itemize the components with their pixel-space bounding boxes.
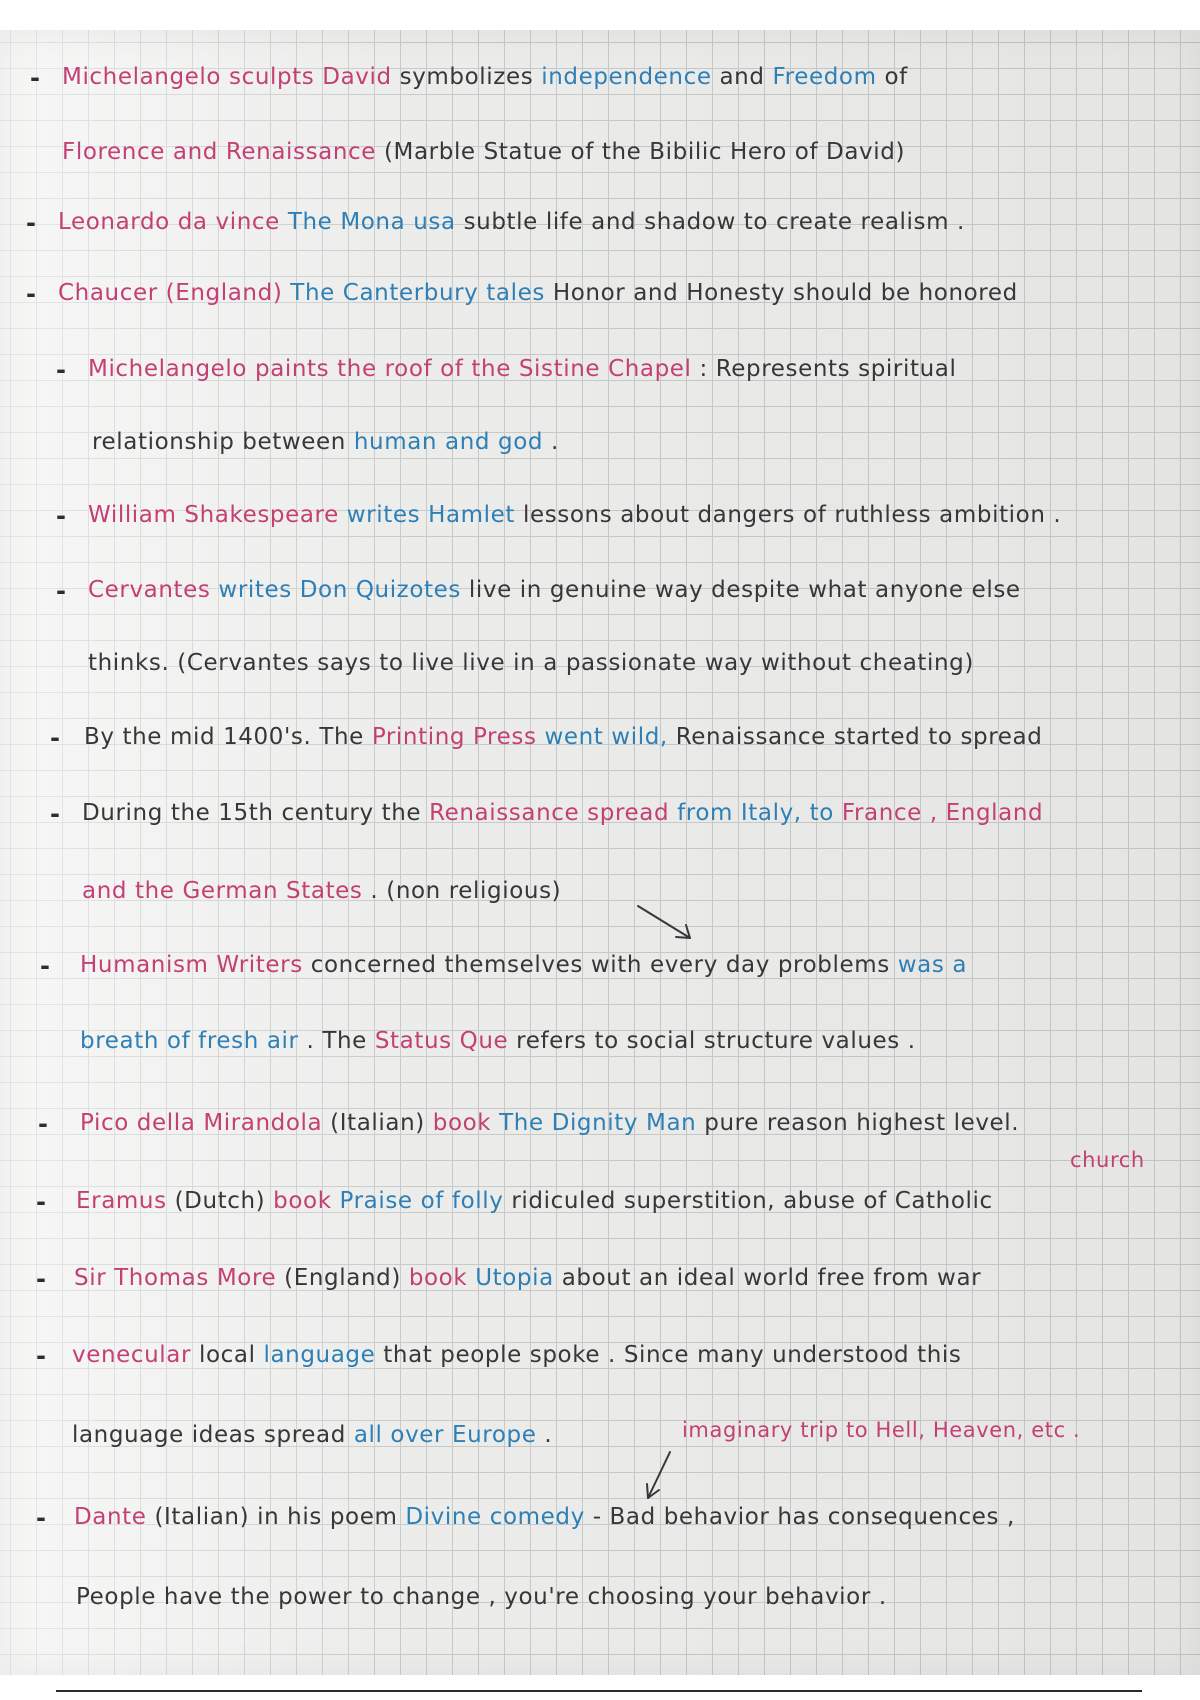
note-text: Cervantes — [88, 577, 211, 603]
note-text: Freedom — [772, 64, 877, 90]
note-text: ridiculed superstition, abuse of Catholic — [503, 1188, 993, 1214]
note-text: book — [273, 1188, 332, 1214]
note-text: and the German States — [82, 878, 363, 904]
note-line — [88, 500, 1061, 530]
note-text: (Italian) in his poem — [146, 1504, 406, 1530]
note-text: Renaissance started to spread — [667, 724, 1043, 750]
note-text: Pico della Mirandola — [80, 1110, 323, 1136]
note-line — [84, 722, 1042, 752]
note-line — [80, 1108, 1019, 1138]
note-text: France , England — [841, 800, 1044, 826]
note-text: The Canterbury tales — [282, 280, 545, 306]
note-text: By the mid 1400's. The — [84, 724, 372, 750]
note-text: . (non religious) — [362, 878, 562, 904]
note-line — [80, 1026, 916, 1056]
note-text: was a — [897, 952, 968, 978]
note-text: Michelangelo paints the roof of the Sistine Chapel — [88, 356, 692, 382]
note-text: Eramus — [76, 1188, 167, 1214]
note-text: Renaissance spread — [429, 800, 670, 826]
bullet-dash: - — [56, 577, 66, 605]
note-text: : Represents spiritual — [691, 356, 957, 382]
note-text: independence — [541, 64, 712, 90]
note-text: Honor and Honesty should be honored — [544, 280, 1018, 306]
note-line — [88, 648, 974, 678]
note-text: venecular — [72, 1342, 192, 1368]
note-text: breath of fresh air — [80, 1028, 299, 1054]
note-line — [80, 950, 967, 980]
bullet-dash: - — [36, 1188, 46, 1216]
note-text: from Italy, to — [669, 800, 842, 826]
annotation-imaginary-trip: imaginary trip to Hell, Heaven, etc . — [682, 1418, 1081, 1442]
bullet-dash: - — [36, 1504, 46, 1532]
note-text: all over Europe — [353, 1422, 537, 1448]
note-line — [88, 354, 956, 384]
note-text: writes Don Quizotes — [210, 577, 461, 603]
bullet-dash: - — [50, 724, 60, 752]
bullet-dash: - — [30, 64, 40, 92]
note-text: writes Hamlet — [338, 502, 516, 528]
note-text: that people spoke . Since many understood this — [375, 1342, 962, 1368]
note-line — [92, 427, 559, 457]
note-text: Printing Press — [371, 724, 537, 750]
note-text: human and god — [353, 429, 544, 455]
note-text: pure reason highest level. — [696, 1110, 1020, 1136]
note-line — [88, 575, 1021, 605]
note-text: William Shakespeare — [88, 502, 339, 528]
note-text: Michelangelo sculpts David — [62, 64, 392, 90]
note-text: went wild, — [536, 724, 668, 750]
note-text: and — [711, 64, 773, 90]
note-text: . The — [298, 1028, 375, 1054]
bottom-rule — [56, 1690, 1142, 1692]
arrow-icon — [638, 1448, 678, 1508]
note-text: Status Que — [374, 1028, 509, 1054]
note-text: Divine comedy — [405, 1504, 585, 1530]
note-line — [62, 137, 905, 167]
note-line — [58, 207, 965, 237]
note-text: (Italian) — [322, 1110, 433, 1136]
note-text: Utopia — [467, 1265, 554, 1291]
note-text: concerned themselves with every day problems — [302, 952, 898, 978]
note-text: book — [408, 1265, 468, 1291]
note-text: language — [263, 1342, 376, 1368]
note-text: thinks. (Cervantes says to live live in a passionate way without cheating) — [88, 650, 974, 676]
bullet-dash: - — [36, 1342, 46, 1370]
bullet-dash: - — [26, 209, 36, 237]
note-text: (Dutch) — [166, 1188, 274, 1214]
arrow-icon — [632, 900, 702, 950]
note-line — [76, 1582, 887, 1612]
note-text: language ideas spread — [72, 1422, 354, 1448]
note-text: Leonardo da vince — [58, 209, 280, 235]
bullet-dash: - — [40, 952, 50, 980]
note-text: local — [191, 1342, 264, 1368]
bullet-dash: - — [56, 502, 66, 530]
note-line — [82, 876, 561, 906]
note-line — [58, 278, 1018, 308]
note-text: (Marble Statue of the Bibilic Hero of David) — [376, 139, 906, 165]
note-text: refers to social structure values . — [508, 1028, 916, 1054]
note-text: . — [536, 1422, 553, 1448]
note-text: - Bad behavior has consequences , — [584, 1504, 1015, 1530]
note-text: of — [876, 64, 908, 90]
note-text: Chaucer (England) — [58, 280, 283, 306]
note-text: subtle life and shadow to create realism . — [455, 209, 965, 235]
note-line — [72, 1420, 552, 1450]
note-text: The Mona usa — [279, 209, 456, 235]
note-line — [74, 1263, 981, 1293]
note-text: During the 15th century the — [82, 800, 430, 826]
note-text: People have the power to change , you're choosing your behavior . — [76, 1584, 887, 1610]
bullet-dash: - — [36, 1265, 46, 1293]
note-text: book — [432, 1110, 492, 1136]
note-text: relationship between — [92, 429, 354, 455]
bullet-dash: - — [50, 800, 60, 828]
note-text: Dante — [74, 1504, 147, 1530]
bullet-dash: - — [38, 1110, 48, 1138]
bullet-dash: - — [56, 356, 66, 384]
note-text: lessons about dangers of ruthless ambition . — [515, 502, 1062, 528]
note-text: Florence and Renaissance — [62, 139, 377, 165]
note-line — [82, 798, 1043, 828]
note-text: (England) — [276, 1265, 409, 1291]
note-line — [76, 1186, 993, 1216]
note-text: Sir Thomas More — [74, 1265, 277, 1291]
note-text: . — [543, 429, 559, 455]
note-text: Praise of folly — [331, 1188, 504, 1214]
annotation-church: church — [1070, 1148, 1145, 1172]
note-text: The Dignity Man — [491, 1110, 697, 1136]
note-line — [74, 1502, 1015, 1532]
note-text: symbolizes — [391, 64, 542, 90]
note-line — [62, 62, 908, 92]
note-line — [72, 1340, 961, 1370]
note-text: about an ideal world free from war — [553, 1265, 982, 1291]
note-text: Humanism Writers — [80, 952, 303, 978]
note-text: live in genuine way despite what anyone else — [460, 577, 1021, 603]
bullet-dash: - — [26, 280, 36, 308]
